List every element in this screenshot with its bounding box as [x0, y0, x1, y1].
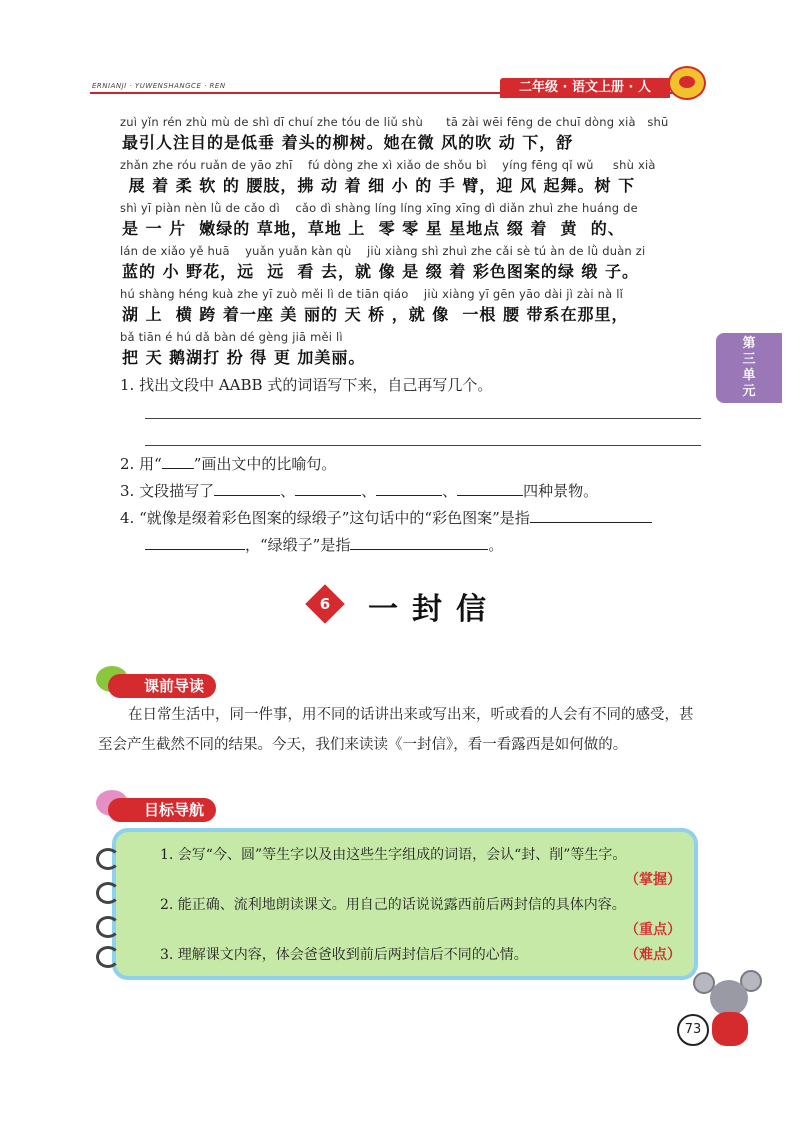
passage-line: 是 一 片 嫩绿的 草地，草地 上 零 零 星 星地点 缀 着 黄 的、: [122, 219, 625, 238]
answer-blank[interactable]: [376, 481, 442, 496]
preview-text: 在日常生活中，同一件事，用不同的话讲出来或写出来，听或看的人会有不同的感受，甚至会产生截然不同的结果。今天，我们来读读《一封信》，看一看露西是如何做的。: [98, 707, 694, 753]
separator: 、: [361, 482, 377, 500]
goals-badge: 目标导航: [108, 798, 216, 822]
spiral-ring-icon: [96, 848, 120, 870]
passage-line: 蓝的 小 野花，远 远 看 去，就 像 是 缀 着 彩色图案的绿 缎 子。: [122, 262, 639, 281]
unit-tab-char: 元: [742, 384, 756, 399]
question-3: [120, 480, 598, 501]
question-1: 1. 找出文段中 AABB 式的词语写下来，自己再写几个。: [120, 376, 493, 394]
answer-blank[interactable]: [295, 481, 361, 496]
question-4-middle: ，“绿缎子”是指: [245, 536, 351, 554]
spiral-ring-icon: [96, 882, 120, 904]
goal-item: 3. 理解课文内容，体会爸爸收到前后两封信后不同的心情。: [160, 947, 528, 963]
separator: 、: [280, 482, 296, 500]
answer-blank[interactable]: [145, 535, 245, 550]
pinyin-line: zuì yǐn rén zhù mù de shì dī chuí zhe tóu de liǔ shù tā zài wēi fēng de chuī dòng xià shū: [120, 115, 669, 129]
answer-blank[interactable]: [457, 481, 523, 496]
pinyin-line: zhǎn zhe róu ruǎn de yāo zhī fú dòng zhe xì xiǎo de shǒu bì yíng fēng qǐ wǔ shù xià: [120, 158, 656, 172]
goal-item: 2. 能正确、流利地朗读课文。用自己的话说说露西前后两封信的具体内容。: [160, 897, 626, 913]
book-title-tab: 二年级 · 语文上册 · 人: [500, 78, 670, 98]
pinyin-line: hú shàng héng kuà zhe yī zuò měi lì de tiān qiáo jiù xiàng yī gēn yāo dài jì zài nà lǐ: [120, 287, 624, 301]
answer-line[interactable]: [145, 445, 701, 446]
lesson-number: 6: [319, 595, 331, 613]
answer-line[interactable]: [145, 418, 701, 419]
question-2-prefix: 2. 用“: [120, 455, 162, 473]
question-2: [120, 453, 336, 474]
separator: 、: [442, 482, 458, 500]
passage-line: 把 天 鹅湖打 扮 得 更 加美丽。: [122, 348, 366, 367]
unit-tab-char: 三: [742, 352, 756, 367]
goal-item: 1. 会写“今、圆”等生字以及由这些生字组成的词语，会认“封、削”等生字。: [160, 847, 627, 863]
logo-center-icon: [679, 76, 695, 88]
lesson-title: 一封信: [368, 592, 500, 627]
question-4: [120, 507, 652, 528]
pinyin-line: bǎ tiān é hú dǎ bàn dé gèng jiā měi lì: [120, 330, 343, 344]
answer-blank[interactable]: [214, 481, 280, 496]
question-4-end: 。: [488, 536, 504, 554]
passage-line: 湖 上 横 跨 着一座 美 丽的 天 桥 ，就 像 一根 腰 带系在那里，: [122, 305, 629, 324]
series-english-label: ERNIANJI · YUWENSHANGCE · REN: [92, 82, 226, 90]
pinyin-line: lán de xiǎo yě huā yuǎn yuǎn kàn qù jiù xiàng shì zhuì zhe cǎi sè tú àn de lǜ duàn zi: [120, 244, 646, 258]
unit-tab-char: 单: [742, 368, 756, 383]
underline-sample: [162, 454, 194, 469]
mouse-mascot-icon: [710, 980, 748, 1016]
goal-tag: （难点）: [625, 947, 681, 963]
preview-badge: 课前导读: [108, 674, 216, 698]
answer-blank[interactable]: [350, 535, 488, 550]
pinyin-line: shì yī piàn nèn lǜ de cǎo dì cǎo dì shàng líng líng xīng xīng dì diǎn zhuì zhe huáng de: [120, 201, 638, 215]
spiral-ring-icon: [96, 946, 120, 968]
question-3-prefix: 3. 文段描写了: [120, 482, 215, 500]
goal-tag: （重点）: [625, 922, 681, 938]
passage-line: 最引人注目的是低垂 着头的柳树。她在微 风的吹 动 下，舒: [122, 133, 574, 152]
answer-blank[interactable]: [530, 508, 652, 523]
passage-line: 展 着 柔 软 的 腰肢，拂 动 着 细 小 的 手 臂，迎 风 起舞。树 下: [122, 176, 636, 195]
question-4-prefix: 4. “就像是缀着彩色图案的绿缎子”这句话中的“彩色图案”是指: [120, 509, 530, 527]
page-number: 73: [677, 1014, 709, 1046]
question-4-cont: [145, 534, 503, 555]
goal-tag: （掌握）: [625, 872, 681, 888]
spiral-ring-icon: [96, 916, 120, 938]
unit-tab-char: 第: [742, 336, 756, 351]
question-2-suffix: ”画出文中的比喻句。: [193, 455, 337, 473]
unit-side-tab: [716, 333, 782, 403]
question-3-suffix: 四种景物。: [523, 482, 599, 500]
mouse-body-icon: [712, 1012, 748, 1046]
